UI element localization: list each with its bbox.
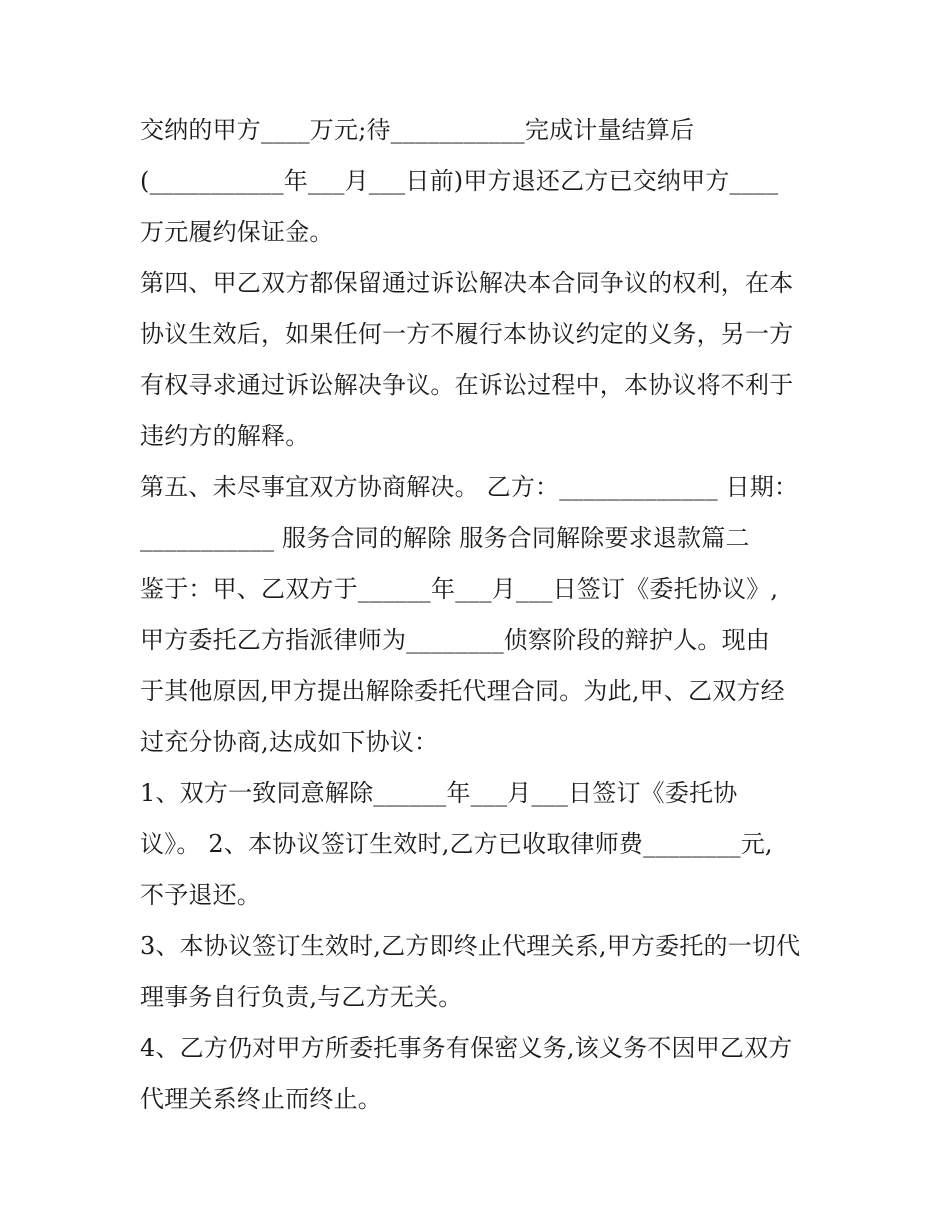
text-line: 甲方委托乙方指派律师为________侦察阶段的辩护人。现由 [140,626,770,654]
text-line: 1、双方一致同意解除______年___月___日签订《委托协 [140,779,738,807]
text-line: 交纳的甲方____万元;待___________完成计量结算后 [140,116,695,144]
text-line: 协议生效后，如果任何一方不履行本协议约定的义务，另一方 [140,320,794,348]
text-line: 第四、甲乙双方都保留通过诉讼解决本合同争议的权利，在本 [140,269,794,297]
text-line: 议》。 2、本协议签订生效时,乙方已收取律师费________元, [140,830,773,858]
text-line: 不予退还。 [140,881,261,909]
text-line: 违约方的解释。 [140,422,310,450]
text-line: 过充分协商,达成如下协议： [140,728,439,756]
text-line: 于其他原因,甲方提出解除委托代理合同。为此,甲、乙双方经 [140,677,785,705]
text-line: 3、本协议签订生效时,乙方即终止代理关系,甲方委托的一切代 [140,932,801,960]
text-line: 鉴于：甲、乙双方于______年___月___日签订《委托协议》, [140,575,779,603]
text-line: 第五、未尽事宜双方协商解决。 乙方：_____________ 日期： [140,473,799,501]
text-line: 理事务自行负责,与乙方无关。 [140,983,463,1011]
text-line: (___________年___月___日前)甲方退还乙方已交纳甲方____ [140,167,779,195]
text-line: 万元履约保证金。 [140,218,334,246]
text-line: 代理关系终止而终止。 [140,1085,382,1113]
text-line: 4、乙方仍对甲方所委托事务有保密义务,该义务不因甲乙双方 [140,1034,793,1062]
text-line: 有权寻求通过诉讼解决争议。在诉讼过程中，本协议将不利于 [140,371,794,399]
text-line: ___________ 服务合同的解除 服务合同解除要求退款篇二 [140,524,750,552]
